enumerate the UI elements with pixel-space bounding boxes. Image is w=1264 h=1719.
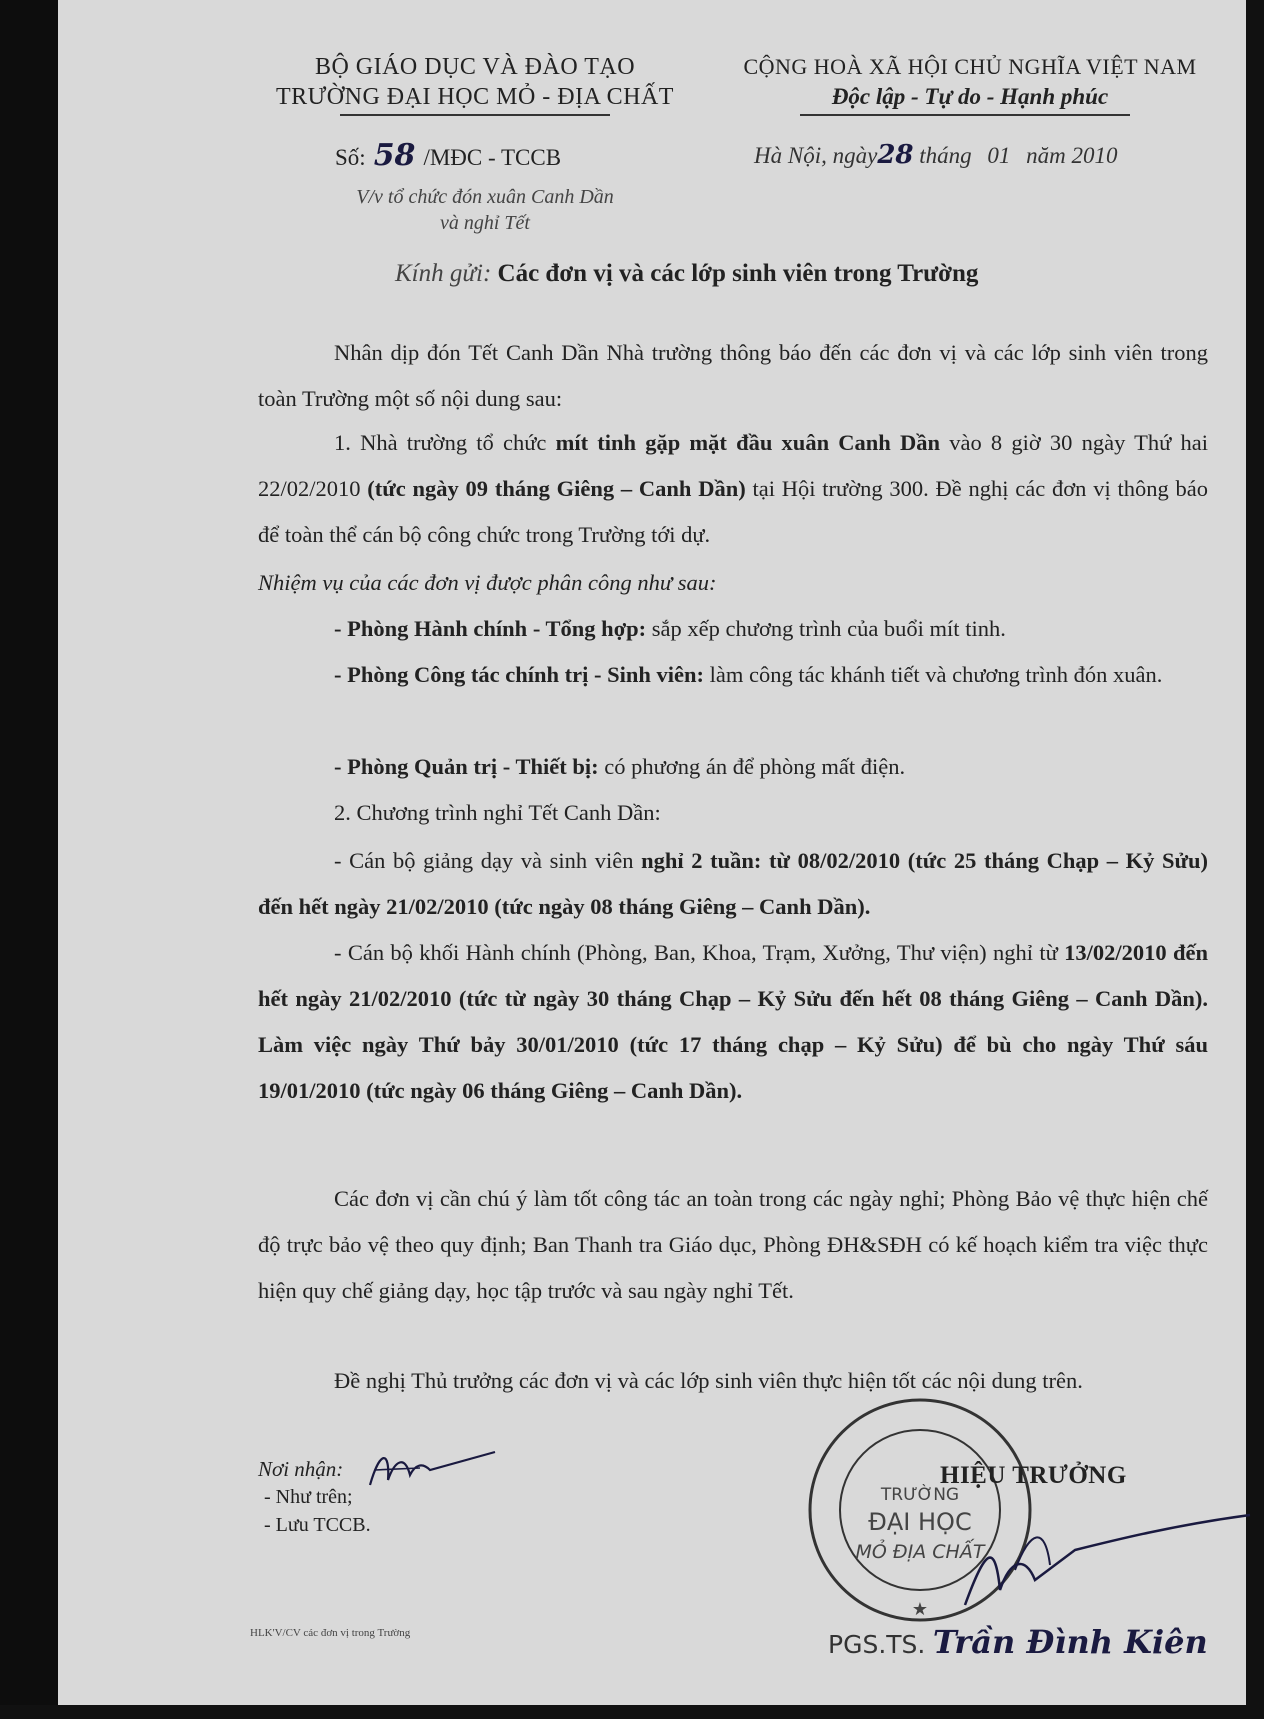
reference-number	[335, 138, 561, 173]
item-1-text-d: (tức ngày 09 tháng Giêng – Canh Dần)	[367, 476, 746, 501]
scan-bottom-border	[0, 1705, 1264, 1719]
duty-3-unit: - Phòng Quản trị - Thiết bị:	[334, 754, 599, 779]
item-1-text-a: 1. Nhà trường tổ chức	[334, 430, 556, 455]
reference-suffix: /MĐC - TCCB	[423, 145, 562, 170]
date-month: 01	[987, 143, 1011, 168]
seal-center-1: TRƯỜNG	[880, 1485, 960, 1505]
national-motto: Độc lập - Tự do - Hạnh phúc	[831, 84, 1109, 109]
item-2a-text-c: (tức 25 tháng Chạp – Kỷ Sửu) đến hết	[258, 848, 1208, 919]
seal-center-3: MỎ ĐỊA CHẤT	[855, 1541, 985, 1563]
item-1-text-c: vào 8 giờ 30 ngày Thứ hai 22/02/2010	[258, 430, 1208, 501]
recipient-item: - Như trên;	[264, 1486, 353, 1508]
reference-handwritten-number: 58	[373, 138, 416, 173]
issuer-header	[255, 52, 695, 112]
recipients-title: Nơi nhận:	[258, 1457, 344, 1481]
date-day: 28	[877, 140, 914, 170]
seal-star: ★	[911, 1599, 929, 1620]
ministry-name: BỘ GIÁO DỤC VÀ ĐÀO TẠO	[314, 54, 636, 80]
duty-1-text: sắp xếp chương trình của buổi mít tinh.	[646, 616, 1006, 641]
intro-paragraph: Nhân dịp đón Tết Canh Dần Nhà trường thông báo đến các đơn vị và các lớp sinh viên trong toàn Trường một số nội dung sau:	[258, 340, 1208, 411]
footer-code: HLK'V/CV các đơn vị trong Trường	[250, 1627, 411, 1639]
duty-2-unit: - Phòng Công tác chính trị - Sinh viên:	[334, 662, 705, 687]
duties-heading	[258, 560, 1208, 606]
date-month-label: tháng	[919, 143, 972, 168]
addressee-text: Các đơn vị và các lớp sinh viên trong Trường	[497, 260, 979, 287]
date-year-label: năm	[1026, 143, 1066, 168]
issuer-underline	[340, 114, 610, 116]
duties-heading-text: Nhiệm vụ của các đơn vị được phân công như sau:	[258, 570, 717, 595]
date-prefix: Hà Nội, ngày	[754, 143, 878, 168]
item-2a-text-a: - Cán bộ giảng dạy và sinh viên	[334, 848, 642, 873]
duty-3-text: có phương án để phòng mất điện.	[598, 754, 906, 779]
addressee	[395, 260, 978, 288]
initials-signature-icon	[360, 1440, 500, 1500]
recipient-item: - Lưu TCCB.	[264, 1514, 371, 1536]
item-2a-text-b: nghỉ 2 tuần: từ 08/02/2010	[641, 848, 901, 873]
item-1-text-e: tại Hội trường 300. Đề nghị các đơn vị thông báo để toàn thể cán bộ công chức trong Trường tới dự.	[258, 476, 1208, 547]
duty-2	[258, 652, 1208, 698]
item-2a-text-d: ngày 21/02/2010	[334, 894, 489, 919]
scan-right-border	[1246, 0, 1264, 1719]
subject-line-2: và nghỉ Tết	[440, 212, 530, 234]
closing-paragraph: Đề nghị Thủ trưởng các đơn vị và các lớp sinh viên thực hiện tốt các nội dung trên.	[334, 1368, 1083, 1393]
signer-title: HIỆU TRƯỞNG	[940, 1462, 1127, 1489]
signer-degree: PGS.TS.	[828, 1630, 926, 1659]
duty-3	[258, 744, 1208, 790]
addressee-label: Kính gửi:	[395, 260, 492, 287]
item-1-text-b: mít tinh gặp mặt đầu xuân Canh Dần	[555, 430, 941, 455]
date-year: 2010	[1071, 143, 1118, 168]
reference-prefix: Số:	[335, 145, 366, 170]
subject-line-1: V/v tổ chức đón xuân Canh Dần	[356, 186, 614, 208]
safety-paragraph: Các đơn vị cần chú ý làm tốt công tác an toàn trong các ngày nghỉ; Phòng Bảo vệ thực hiện chế độ trực bảo vệ theo quy định; Ban Thanh tra Giáo dục, Phòng ĐH&SĐH có kế hoạch kiểm tra việc thực hiện quy chế giảng dạy, học tập trước và sau ngày nghỉ Tết.	[258, 1186, 1208, 1303]
country-name: CỘNG HOÀ XÃ HỘI CHỦ NGHĨA VIỆT NAM	[743, 54, 1197, 79]
motto-underline	[800, 114, 1130, 116]
signer-name-block	[828, 1623, 1208, 1661]
university-name: TRƯỜNG ĐẠI HỌC MỎ - ĐỊA CHẤT	[276, 84, 674, 110]
item-2b-text-b: 13/02/2010 đến hết ngày 21/02/2010 (tức từ ngày 30 tháng Chạp – Kỷ Sửu đến hết 08 tháng Giêng – Canh Dần). Làm việc ngày Thứ bảy 30/01/2010 (tức 17 tháng chạp – Kỷ Sửu) để bù cho ngày Thứ sáu 19/01/2010 (tức ngày 06 tháng Giêng – Canh Dần).	[258, 940, 1208, 1103]
duty-2-text: làm công tác khánh tiết và chương trình đón xuân.	[704, 662, 1163, 687]
national-header	[720, 52, 1220, 112]
item-2a-text-e: (tức ngày 08 tháng Giêng – Canh Dần).	[488, 894, 871, 919]
principal-signature-icon	[955, 1510, 1255, 1620]
document-date	[754, 140, 1118, 170]
item-2b-text-a: - Cán bộ khối Hành chính (Phòng, Ban, Khoa, Trạm, Xưởng, Thư viện) nghỉ từ	[334, 940, 1065, 965]
scan-left-border	[0, 0, 58, 1719]
duty-1-unit: - Phòng Hành chính - Tổng hợp:	[334, 616, 647, 641]
item-1-paragraph	[258, 420, 1208, 558]
seal-center-2: ĐẠI HỌC	[868, 1508, 972, 1536]
item-2a-paragraph	[258, 838, 1208, 930]
item-2-heading: 2. Chương trình nghỉ Tết Canh Dần:	[334, 800, 661, 825]
duty-1	[258, 606, 1208, 652]
subject-line	[300, 184, 670, 236]
item-2b-paragraph	[258, 930, 1208, 1114]
recipients-block	[258, 1455, 371, 1539]
signer-name: Trần Đình Kiên	[932, 1623, 1208, 1661]
